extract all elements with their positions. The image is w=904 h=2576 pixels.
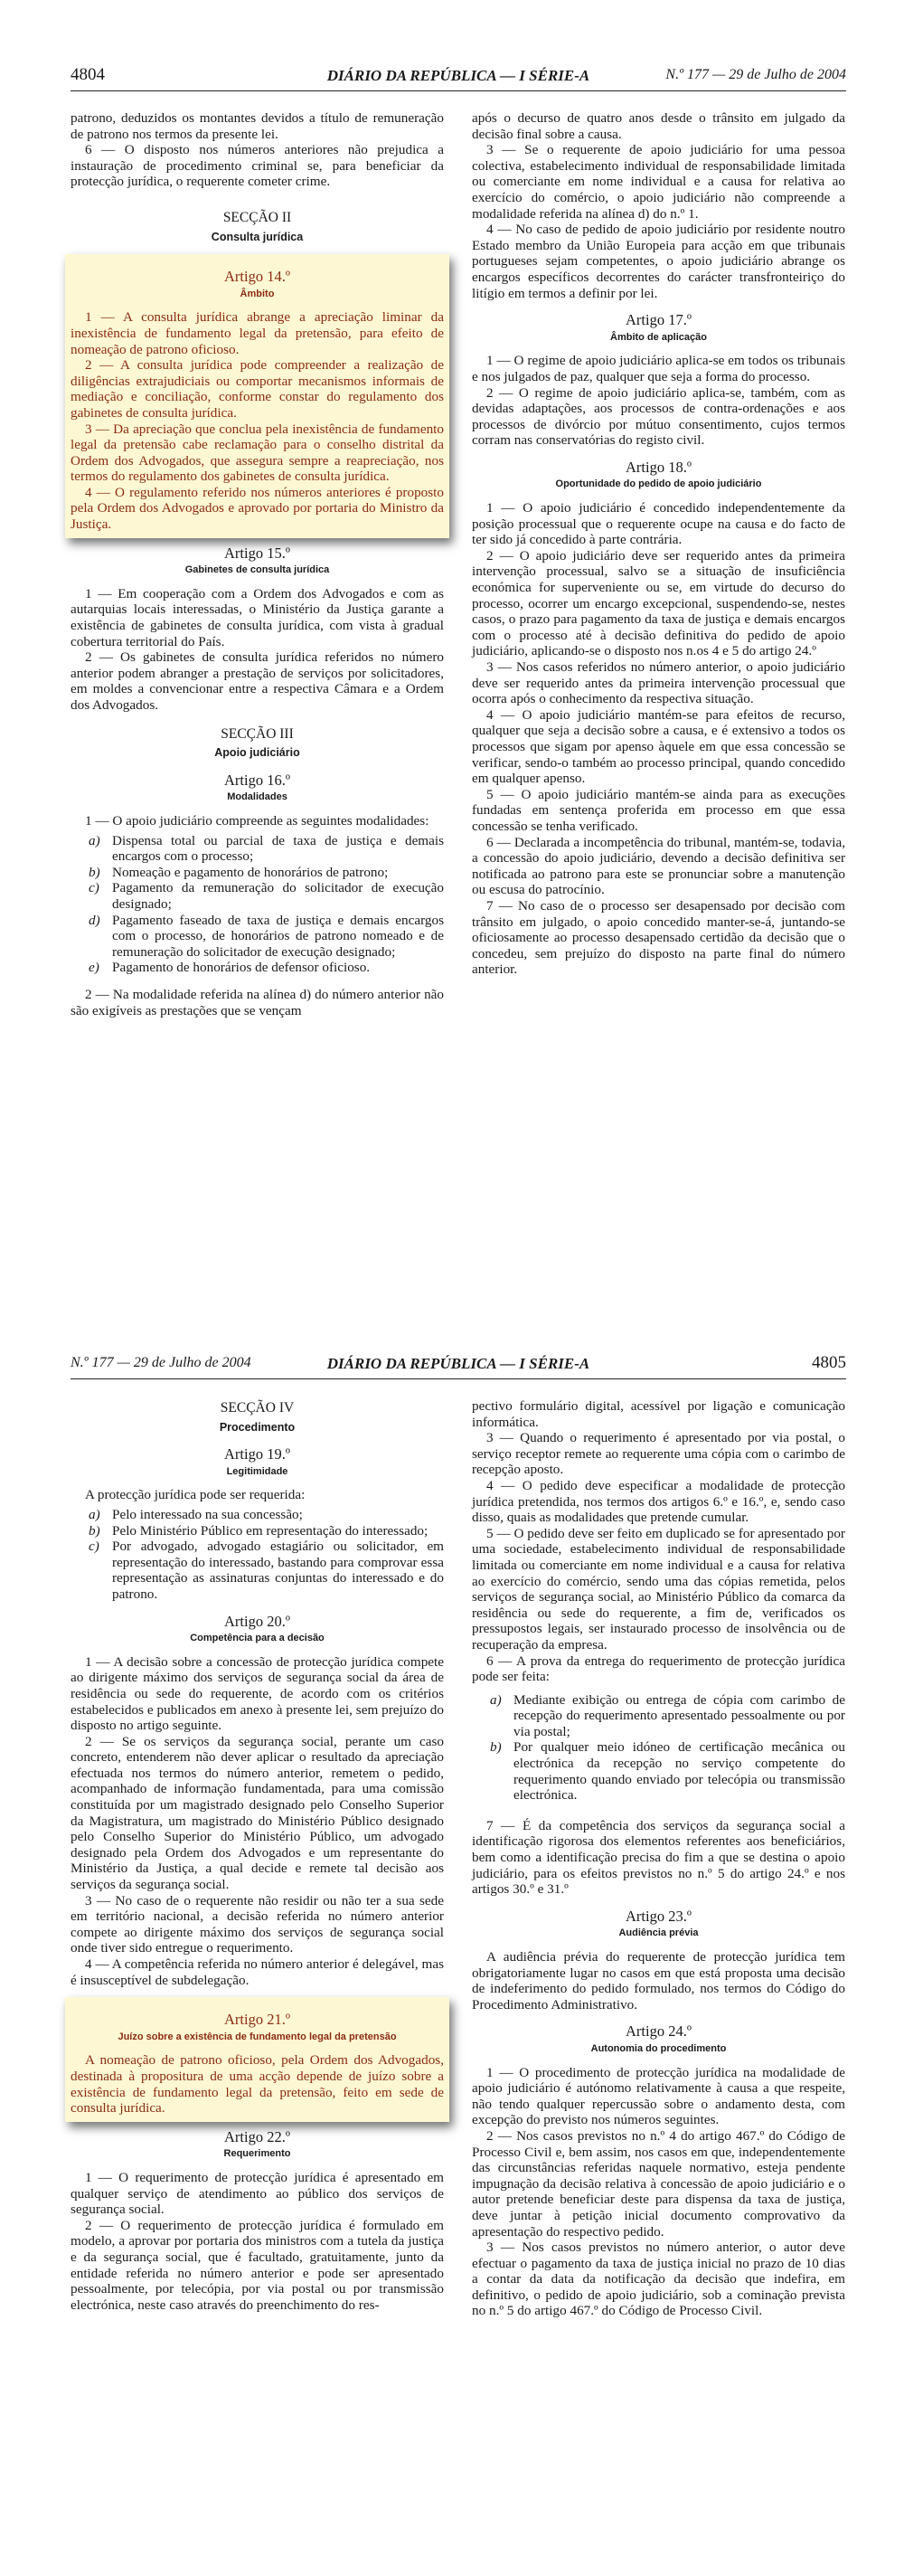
article-title: Âmbito — [240, 288, 275, 299]
paragraph: após o decurso de quatro anos desde o trânsito em julgado da decisão final sobre a causa. — [472, 110, 845, 142]
paragraph: 4 — O regulamento referido nos números anteriores é proposto pela Ordem dos Advogados e aprovado por portaria do Ministro da Justiça. — [71, 484, 444, 533]
page-number: 4804 — [71, 65, 105, 84]
paragraph: 5 — O apoio judiciário mantém-se ainda para as execuções fundadas em sentença proferida em processo em que essa concessão se tenha verificado. — [472, 786, 845, 834]
paragraph: 2 — Nos casos previstos no n.º 4 do artigo 467.º do Código de Processo Civil e, bem assim, nos casos em que, independentemente das circunstâncias referidas naquele normativo, esteja pendente impugnação da decisão relativa à concessão de apoio judiciário e o autor pretende beneficiar deste para dispensa da taxa de justiça, deve juntar à petição inicial documento comprovativo da apresentação do respectivo pedido. — [472, 2127, 845, 2240]
paragraph: 1 — A decisão sobre a concessão de protecção jurídica compete ao dirigente máximo dos serviços de segurança social da área de residência ou sede do requerente, de acordo com os critérios estabelecidos e publicados em anexo à presente lei, sem prejuízo do disposto no artigo seguinte. — [71, 1653, 444, 1734]
page-header — [71, 1353, 846, 1379]
journal-title: DIÁRIO DA REPÚBLICA — I SÉRIE-A — [326, 67, 590, 84]
paragraph: 3 — Nos casos previstos no número anterior, o autor deve efectuar o pagamento da taxa de justiça inicial no prazo de 10 dias a contar da data da notificação da decisão que indefira, em definitivo, o pedido de apoio judiciário, sob a cominação prevista no n.º 5 do artigo 467.º do Código de Processo Civil. — [472, 2240, 845, 2319]
modalidades-list — [71, 833, 444, 976]
article-title: Legitimidade — [226, 1465, 288, 1477]
article-heading: Artigo 21.º — [224, 2011, 290, 2029]
paragraph: 2 — Os gabinetes de consulta jurídica referidos no número anterior podem abranger a prestação de serviços por solicitadores, em moldes a convencionar entre a respectiva Câmara e a Ordem dos Advogados. — [71, 649, 444, 713]
issue-info: N.º 177 — 29 de Julho de 2004 — [665, 67, 846, 82]
right-column — [472, 1398, 845, 2319]
article-heading: Artigo 22.º — [224, 2127, 290, 2145]
paragraph: 2 — O requerimento de protecção jurídica é formulado em modelo, a aprovar por portaria dos ministros com a tutela da justiça e da segurança social, que é facultado, gratuitamente, junto da entidade referida no número anterior e pode ser apresentado pessoalmente, por telecópia, por via postal ou por transmissão electrónica, neste caso através do preenchimento do res- — [71, 2217, 444, 2313]
paragraph: 3 — No caso de o requerente não residir ou não ter a sua sede em território nacional, a decisão referida no número anterior compete ao dirigente máximo dos serviços de segurança social onde tiver sido entregue o requerimento. — [71, 1892, 444, 1956]
paragraph: 4 — A competência referida no número anterior é delegável, mas é insusceptível de subdelegação. — [71, 1956, 444, 1988]
paragraph: 1 — O apoio judiciário é concedido independentemente da posição processual que o requerente ocupe na causa e do facto de ter sido já concedido à parte contrária. — [472, 500, 845, 548]
list-item: a) Pelo interessado na sua concessão; — [89, 1506, 303, 1522]
section-heading: SECÇÃO III — [221, 725, 294, 742]
list-item: a) Dispensa total ou parcial de taxa de justiça e demais encargos com o processo; — [89, 832, 444, 865]
list-item: b) Por qualquer meio idóneo de certificação mecânica ou electrónica da recepção no serviço competente do requerimento quando enviado por telecópia ou transmissão electrónica. — [490, 1739, 845, 1804]
journal-title: DIÁRIO DA REPÚBLICA — I SÉRIE-A — [326, 1355, 590, 1372]
paragraph: 6 — O disposto nos números anteriores não prejudica a instauração de procedimento criminal se, para beneficiar da protecção jurídica, o requerente cometer crime. — [71, 142, 444, 190]
highlighted-article-21 — [65, 1997, 449, 2122]
legitimidade-list — [71, 1507, 444, 1603]
article-heading: Artigo 14.º — [224, 268, 290, 286]
highlighted-article-14 — [65, 254, 449, 538]
list-item: c) Pagamento da remuneração do solicitador de execução designado; — [89, 880, 444, 912]
paragraph: pectivo formulário digital, acessível por ligação e comunicação informática. — [472, 1398, 845, 1430]
paragraph: 1 — O apoio judiciário compreende as seguintes modalidades: — [85, 812, 429, 829]
paragraph: 1 — O requerimento de protecção jurídica é apresentado em qualquer serviço de atendimento ao público dos serviços de segurança social. — [71, 2169, 444, 2218]
list-item: a) Mediante exibição ou entrega de cópia com carimbo de recepção do requerimento apresentado pessoalmente ou por via postal; — [490, 1691, 845, 1739]
page-4805 — [0, 1288, 904, 2576]
article-heading: Artigo 17.º — [626, 311, 692, 329]
article-heading: Artigo 15.º — [224, 544, 290, 562]
paragraph: 2 — O regime de apoio judiciário aplica-se, também, com as devidas adaptações, aos processos de contra-ordenações e aos processos de divórcio por mútuo consentimento, cujos termos corram nas conservatórias do registo civil. — [472, 384, 845, 449]
article-title: Competência para a decisão — [190, 1633, 325, 1644]
paragraph: 1 — O regime de apoio judiciário aplica-se em todos os tribunais e nos julgados de paz, qualquer que seja a forma do processo. — [472, 353, 845, 384]
left-column — [71, 1398, 444, 2313]
list-item: b) Nomeação e pagamento de honorários de patrono; — [89, 864, 389, 880]
paragraph: 3 — Da apreciação que conclua pela inexistência de fundamento legal da pretensão cabe reclamação para o conselho distrital da Ordem dos Advogados, que assegura sempre a reapreciação, nos termos do regulamento dos gabinetes de consulta jurídica. — [71, 421, 444, 485]
section-title: Apoio judiciário — [214, 746, 300, 760]
list-item: b) Pelo Ministério Público em representação do interessado; — [89, 1522, 428, 1539]
article-title: Autonomia do procedimento — [590, 2042, 727, 2054]
paragraph: 3 — Quando o requerimento é apresentado por via postal, o serviço receptor remete ao requerente uma cópia com o carimbo de recepção aposto. — [472, 1430, 845, 1478]
list-item: e) Pagamento de honorários de defensor oficioso. — [89, 960, 371, 976]
paragraph: 4 — O pedido deve especificar a modalidade de protecção jurídica pretendida, nos termos dos artigos 6.º e 16.º, e, sendo caso disso, quais as modalidades que pretende cumular. — [472, 1477, 845, 1526]
article-heading: Artigo 24.º — [626, 2022, 692, 2041]
paragraph: A protecção jurídica pode ser requerida: — [85, 1487, 306, 1503]
article-title: Gabinetes de consulta jurídica — [184, 564, 330, 576]
article-heading: Artigo 18.º — [626, 458, 692, 476]
page-number: 4805 — [812, 1353, 846, 1372]
page-header — [71, 65, 846, 91]
article-heading: Artigo 20.º — [224, 1612, 290, 1630]
paragraph: A audiência prévia do requerente de protecção jurídica tem obrigatoriamente lugar no casos em que está proposta uma decisão de indeferimento do pedido formulado, nos termos do Código do Procedimento Administrativo. — [472, 1949, 845, 2012]
paragraph: 5 — O pedido deve ser feito em duplicado se for apresentado por uma sociedade, estabelecimento individual de responsabilidade limitada ou comerciante em nome individual e a causa for relativa ao exercício do comércio, sendo uma das cópias remetida, pelos serviços de segurança social, ao Ministério Público da comarca da residência ou sede do requerente, a fim de, verificados os pressupostos legais, ser instaurado processo de insolvência ou de recuperação da empresa. — [472, 1525, 845, 1653]
right-column — [472, 110, 845, 978]
article-heading: Artigo 16.º — [224, 771, 290, 789]
paragraph: 2 — A consulta jurídica pode compreender a realização de diligências extrajudiciais ou comportar mecanismos informais de mediação e conciliação, conforme constar do regulamento dos gabinetes de consulta jurídica. — [71, 357, 444, 421]
paragraph: 7 — No caso de o processo ser desapensado por decisão com trânsito em julgado, o apoio concedido manter-se-á, juntando-se oficiosamente ao processo desapensado certidão da decisão que o concedeu, sem prejuízo do disposto na parte final do número anterior. — [472, 897, 845, 978]
paragraph: 6 — A prova da entrega do requerimento de protecção jurídica pode ser feita: — [472, 1653, 845, 1685]
article-heading: Artigo 19.º — [224, 1445, 290, 1463]
paragraph: 7 — É da competência dos serviços da segurança social a identificação rigorosa dos elementos referentes aos beneficiários, bem como a identificação precisa do fim a que se destina o apoio judiciário, para os efeitos previstos no n.º 5 do artigo 24.º e nos artigos 30.º e 31.º — [472, 1817, 845, 1898]
article-title: Oportunidade do pedido de apoio judiciário — [555, 478, 762, 490]
article-title: Juízo sobre a existência de fundamento legal da pretensão — [118, 2031, 397, 2042]
paragraph: 2 — Se os serviços da segurança social, perante um caso concreto, entenderem não dever aplicar o resultado da apreciação efectuada nos termos do número anterior, remetem o pedido, acompanhado de informação fundamentada, para uma comissão constituída por um magistrado designado pelo Conselho Superior da Magistratura, um magistrado do Ministério Público designado pelo Conselho Superior do Ministério Público, um advogado designado pela Ordem dos Advogados e um representante do Ministério da Justiça, a qual decide e remete tal decisão aos serviços da segurança social. — [71, 1733, 444, 1893]
issue-info: N.º 177 — 29 de Julho de 2004 — [71, 1355, 251, 1370]
paragraph: A nomeação de patrono oficioso, pela Ordem dos Advogados, destinada à propositura de uma acção depende de juízo sobre a existência de fundamento legal da pretensão, feito em sede de consulta jurídica. — [71, 2052, 444, 2117]
paragraph: 1 — Em cooperação com a Ordem dos Advogados e com as autarquias locais interessadas, o Ministério da Justiça garante a existência de gabinetes de consulta jurídica, com vista à gradual cobertura territorial do País. — [71, 585, 444, 649]
paragraph: 4 — No caso de pedido de apoio judiciário por residente noutro Estado membro da União Europeia para acção em que tribunais portugueses sejam competentes, o apoio judiciário abrange os encargos específicos decorrentes do carácter transfronteiriço do litígio em termos a definir por lei. — [472, 222, 845, 301]
list-item: c) Por advogado, advogado estagiário ou solicitador, em representação do interessado, bastando para comprovar essa representação as assinaturas conjuntas do interessado e do patrono. — [89, 1539, 444, 1602]
paragraph: 1 — O procedimento de protecção jurídica na modalidade de apoio judiciário é autónomo relativamente à causa a que respeite, não tendo qualquer repercussão sobre o andamento desta, com excepção do previsto nos números seguintes. — [472, 2064, 845, 2128]
paragraph: 2 — Na modalidade referida na alínea d) do número anterior não são exigíveis as prestações que se vençam — [71, 986, 444, 1018]
article-title: Requerimento — [223, 2148, 291, 2160]
article-title: Audiência prévia — [618, 1927, 699, 1939]
section-heading: SECÇÃO IV — [220, 1400, 295, 1416]
section-title: Procedimento — [219, 1420, 296, 1434]
paragraph: 2 — O apoio judiciário deve ser requerido antes da primeira intervenção processual, salvo se a situação de insuficiência económica for superveniente ou se, em virtude do decurso do processo, ocorrer um encargo excepcional, suspendendo-se, nestes casos, o prazo para pagamento da taxa de justiça e demais encargos com o processo até à decisão definitiva do pedido de apoio judiciário, aplicando-se o disposto nos n.os 4 e 5 do artigo 24.º — [472, 547, 845, 659]
paragraph: 1 — A consulta jurídica abrange a apreciação liminar da inexistência de fundamento legal da pretensão, para efeito de nomeação de patrono oficioso. — [71, 309, 444, 357]
left-column — [71, 110, 444, 1018]
section-heading: SECÇÃO II — [222, 209, 292, 225]
section-title: Consulta jurídica — [211, 230, 304, 243]
article-heading: Artigo 23.º — [626, 1907, 692, 1925]
prova-list — [472, 1692, 845, 1804]
paragraph: 4 — O apoio judiciário mantém-se para efeitos de recurso, qualquer que seja a decisão sobre a causa, e é extensivo a todos os processos que sigam por apenso àquele em que essa concessão se verificar, sendo-o também ao processo principal, quando concedido em qualquer apenso. — [472, 706, 845, 787]
list-item: d) Pagamento faseado de taxa de justiça e demais encargos com o processo, de honorários de patrono nomeado e de remuneração do solicitador de execução designado; — [89, 912, 444, 960]
paragraph: 6 — Declarada a incompetência do tribunal, mantém-se, todavia, a concessão do apoio judiciário, devendo a decisão definitiva ser notificada ao patrono para este se pronunciar sobre a manutenção ou escusa do patrocínio. — [472, 834, 845, 898]
paragraph: patrono, deduzidos os montantes devidos a título de remuneração de patrono nos termos da presente lei. — [71, 110, 444, 142]
article-title: Âmbito de aplicação — [610, 331, 707, 343]
paragraph: 3 — Se o requerente de apoio judiciário for uma pessoa colectiva, estabelecimento individual de responsabilidade limitada ou comerciante em nome individual e a causa for relativa ao exercício do comércio, o apoio judiciário não compreende a modalidade referida na alínea d) do n.º 1. — [472, 142, 845, 222]
paragraph: 3 — Nos casos referidos no número anterior, o apoio judiciário deve ser requerido antes da primeira intervenção processual que ocorra após o conhecimento da respectiva situação. — [472, 659, 845, 707]
article-title: Modalidades — [227, 791, 287, 803]
